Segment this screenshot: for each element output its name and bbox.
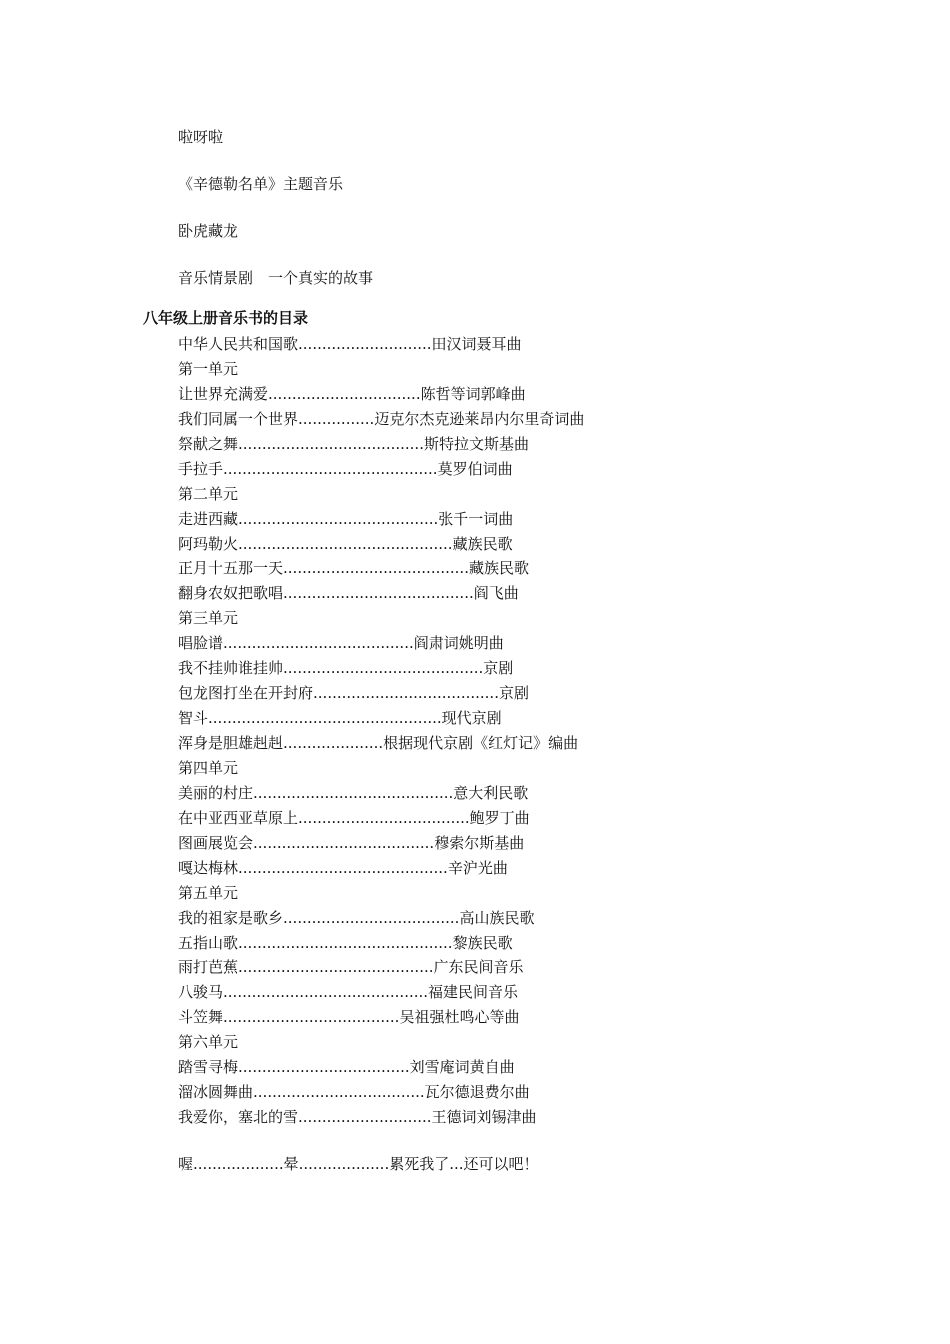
toc-entry-title: 走进西藏 [178,509,239,528]
toc-entry-title: 我的祖家是歌乡 [178,908,284,927]
toc-entry-title: 在中亚西亚草原上 [178,808,299,827]
toc-unit-heading [178,881,584,906]
toc-leader-dots: ..................................... [283,908,460,927]
toc-entry-title: 包龙图打坐在开封府 [178,684,314,703]
toc-entry-title: 嘎达梅林 [178,858,239,877]
toc-unit-heading [178,756,584,781]
toc-entry-credit: 田汉词聂耳曲 [431,335,522,353]
toc-entry-credit: 藏族民歌 [468,559,529,578]
toc-entry-title: 我爱你，塞北的雪 [178,1108,299,1127]
toc-entry [178,382,584,407]
toc-entry [178,931,584,956]
toc-entry-credit: 阎肃词姚明曲 [413,634,504,653]
toc-entry [178,681,584,706]
toc-entry-title: 阿玛勒火 [178,534,239,553]
toc-entry [178,631,584,656]
toc-entry-title: 智斗 [178,709,209,728]
toc-entry-title: 让世界充满爱 [178,384,269,403]
toc-entry [178,1005,584,1030]
footer-text: 累死我了...还可以吧！ [389,1155,539,1173]
toc-entry-title: 第五单元 [178,883,239,902]
toc-entry-title: 中华人民共和国歌 [178,335,299,353]
toc-entry [178,806,584,831]
footer-text: 晕 [283,1155,299,1173]
toc-entry-credit: 辛沪光曲 [447,858,508,877]
toc-entry-credit: 瓦尔德退费尔曲 [424,1083,530,1102]
footer-dots: ................... [193,1155,284,1173]
toc-leader-dots: ..................... [283,734,384,752]
table-of-contents [178,332,584,1130]
intro-line: 卧虎藏龙 [178,222,239,240]
toc-entry-credit: 现代京剧 [441,709,502,728]
toc-entry [178,1055,584,1080]
toc-entry-title: 美丽的村庄 [178,783,254,802]
toc-leader-dots: ........................................ [223,634,414,653]
toc-leader-dots: ............................................. [238,933,453,952]
toc-entry [178,731,584,756]
toc-unit-heading [178,606,584,631]
toc-entry [178,581,584,606]
toc-entry-credit: 穆索尔斯基曲 [434,833,525,852]
toc-entry [178,332,584,357]
toc-leader-dots: ......................................... [238,958,434,977]
toc-entry-credit: 迈克尔杰克逊莱昂内尔里奇词曲 [374,409,585,428]
toc-leader-dots: .......................................... [283,659,484,678]
toc-entry [178,1080,584,1105]
toc-entry-title: 祭献之舞 [178,434,239,453]
toc-entry-title: 我不挂帅谁挂帅 [178,659,284,678]
toc-leader-dots: ............................................ [238,858,448,877]
toc-entry-credit: 黎族民歌 [452,933,513,952]
toc-entry [178,856,584,881]
toc-entry-credit: 斯特拉文斯基曲 [423,434,529,453]
toc-entry [178,556,584,581]
toc-entry-credit: 莫罗伯词曲 [437,459,513,478]
toc-entry-title: 溜冰圆舞曲 [178,1083,254,1102]
toc-leader-dots: .......................................... [238,509,439,528]
toc-leader-dots: ............................................. [223,459,438,478]
toc-leader-dots: ....................................... [283,559,469,578]
toc-entry [178,1105,584,1130]
toc-leader-dots: .................................... [298,808,470,827]
toc-entry-title: 唱脸谱 [178,634,224,653]
toc-entry [178,532,584,557]
toc-entry-credit: 刘雪庵词黄自曲 [409,1058,515,1077]
toc-entry-title: 雨打芭蕉 [178,958,239,977]
toc-entry [178,980,584,1005]
toc-entry-credit: 福建民间音乐 [428,983,519,1002]
toc-entry-credit: 张千一词曲 [438,509,514,528]
toc-entry [178,906,584,931]
toc-entry-title: 第六单元 [178,1033,239,1052]
toc-unit-heading [178,482,584,507]
toc-unit-heading [178,1030,584,1055]
toc-leader-dots: ..................................... [223,1008,400,1027]
toc-leader-dots: ....................................... [313,684,499,703]
intro-line: 啦呀啦 [178,128,224,146]
toc-entry [178,432,584,457]
toc-leader-dots: ...................................... [253,833,435,852]
toc-entry-credit: 根据现代京剧《红灯记》编曲 [383,734,579,752]
toc-leader-dots: ........................................ [283,584,474,603]
intro-line: 《辛德勒名单》主题音乐 [178,175,344,193]
toc-entry-credit: 陈哲等词郭峰曲 [420,384,526,403]
toc-leader-dots: ................................ [268,384,421,403]
toc-entry-title: 五指山歌 [178,933,239,952]
toc-entry [178,955,584,980]
toc-entry-title: 我们同属一个世界 [178,409,299,428]
toc-entry-title: 第四单元 [178,758,239,777]
toc-entry-title: 第三单元 [178,609,239,628]
toc-leader-dots: ................................................. [208,709,442,728]
toc-entry-credit: 吴祖强杜鸣心等曲 [399,1008,520,1027]
toc-leader-dots: ............................ [298,335,432,353]
toc-entry-credit: 高山族民歌 [459,908,535,927]
toc-unit-heading [178,357,584,382]
toc-entry-title: 第二单元 [178,484,239,503]
toc-entry [178,407,584,432]
toc-entry-credit: 阎飞曲 [473,584,519,603]
toc-entry-credit: 京剧 [483,659,514,678]
intro-line: 音乐情景剧 一个真实的故事 [178,269,374,287]
toc-entry-title: 正月十五那一天 [178,559,284,578]
toc-leader-dots: ........................................... [223,983,429,1002]
toc-entry [178,831,584,856]
toc-entry [178,781,584,806]
toc-entry-title: 八骏马 [178,983,224,1002]
footer-dots: ................... [298,1155,390,1173]
toc-entry-title: 手拉手 [178,459,224,478]
toc-leader-dots: ............................................. [238,534,453,553]
toc-leader-dots: .................................... [253,1083,425,1102]
toc-entry [178,507,584,532]
toc-entry-credit: 意大利民歌 [453,783,529,802]
toc-entry-credit: 王德词刘锡津曲 [431,1108,537,1127]
toc-leader-dots: .......................................... [253,783,454,802]
toc-entry-credit: 京剧 [498,684,529,703]
toc-entry-credit: 广东民间音乐 [433,958,524,977]
toc-entry-title: 图画展览会 [178,833,254,852]
footer-text: 喔 [178,1155,194,1173]
toc-entry-title: 踏雪寻梅 [178,1058,239,1077]
footer-line [178,1153,539,1175]
toc-leader-dots: ....................................... [238,434,424,453]
toc-entry [178,706,584,731]
toc-entry-credit: 鲍罗丁曲 [469,808,530,827]
toc-entry-title: 翻身农奴把歌唱 [178,584,284,603]
toc-entry-title: 第一单元 [178,359,239,378]
toc-leader-dots: ............................ [298,1108,432,1127]
toc-leader-dots: ................ [298,409,375,428]
toc-entry-title: 浑身是胆雄赳赳 [178,734,284,752]
toc-entry [178,656,584,681]
toc-entry-title: 斗笠舞 [178,1008,224,1027]
toc-heading: 八年级上册音乐书的目录 [143,309,309,327]
toc-entry [178,457,584,482]
toc-entry-credit: 藏族民歌 [452,534,513,553]
toc-leader-dots: .................................... [238,1058,410,1077]
